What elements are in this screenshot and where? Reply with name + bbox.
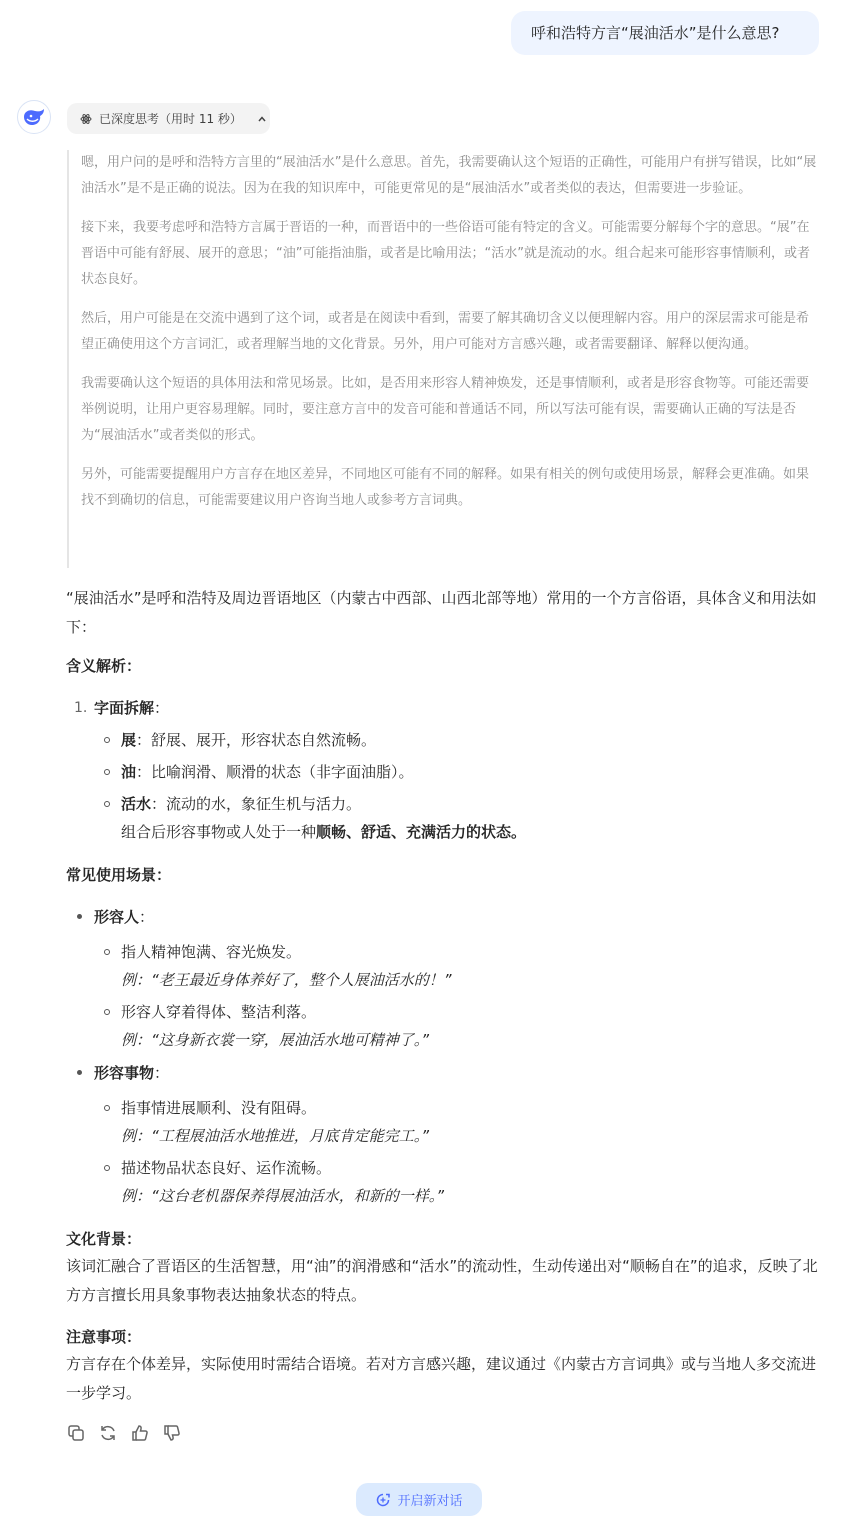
whale-logo-icon [22,107,46,127]
char-desc: ：流动的水，象征生机与活力。 [151,795,362,813]
disc-bullet [77,914,82,919]
thinking-paragraph: 接下来，我要考虑呼和浩特方言属于晋语的一种，而晋语中的一些俗语可能有特定的含义。可能需要分解每个字的意思。“展”在晋语中可能有舒展、展开的意思；“油”可能指油脂，或者是比喻用法；“活水”就是流动的水。组合起来可能形容事情顺利，或者状态良好。 [81,220,810,287]
usage-text: 指事情进展顺利、没有阻碍。 [121,1099,317,1117]
thinking-paragraph: 然后，用户可能是在交流中遇到了这个词，或者是在阅读中看到，需要了解其确切含义以便理解内容。用户的深层需求可能是希望正确使用这个方言词汇，或者理解当地的文化背景。另外，用户可能对方言感兴趣，或者需要翻译、解释以便沟通。 [81,311,810,352]
combined-prefix: 组合后形容事物或人处于一种 [121,823,317,841]
new-chat-label: 开启新对话 [397,1494,463,1509]
literal-list-item [66,695,822,721]
char-name: 油 [121,763,137,781]
user-message-bubble: 呼和浩特方言“展油活水”是什么意思? [511,11,819,55]
thinking-toggle-label: 已深度思考（用时 11 秒） [99,112,242,126]
regenerate-icon [99,1424,117,1442]
usage-item [66,938,822,994]
thinking-paragraph: 另外，可能需要提醒用户方言存在地区差异，不同地区可能有不同的解释。如果有相关的例句或使用场景，解释会更准确。如果找不到确切的信息，可能需要建议用户咨询当地人或参考方言词典。 [81,467,810,508]
copy-button[interactable] [66,1423,86,1443]
usage-example [121,966,822,994]
circle-bullet [104,737,110,743]
example-label: 例： [121,1127,152,1145]
meaning-heading: 含义解析： [66,657,142,675]
example-text: “工程展油活水地推进，月底肯定能完工。” [151,1127,430,1145]
colon: ： [154,699,170,717]
char-item [66,758,822,786]
example-text: “老王最近身体养好了，整个人展油活水的！” [151,971,452,989]
char-item [66,726,822,754]
like-button[interactable] [130,1423,150,1443]
char-name: 展 [121,731,137,749]
char-desc: ：比喻润滑、顺滑的状态（非字面油脂）。 [136,763,414,781]
disc-bullet [77,1070,82,1075]
culture-text: 该词汇融合了晋语区的生活智慧，用“油”的润滑感和“活水”的流动性，生动传递出对“顺畅自在”的追求，反映了北方方言擅长用具象事物表达抽象状态的特点。 [66,1257,818,1304]
literal-title: 字面拆解 [94,699,155,717]
usage-text: 指人精神饱满、容光焕发。 [121,943,302,961]
example-label: 例： [121,971,152,989]
usage-item [66,1094,822,1150]
char-name: 活水 [121,795,152,813]
regenerate-button[interactable] [98,1423,118,1443]
usage-heading: 常见使用场景： [66,866,172,884]
circle-bullet [104,1165,110,1171]
atom-icon [80,113,92,125]
dislike-button[interactable] [162,1423,182,1443]
combined-meaning [121,818,822,846]
assistant-answer [66,584,822,1408]
answer-intro: “展油活水”是呼和浩特及周边晋语地区（内蒙古中西部、山西北部等地）常用的一个方言俗语，具体含义和用法如下： [66,589,817,636]
circle-bullet [104,801,110,807]
new-chat-button[interactable] [356,1483,482,1516]
example-label: 例： [121,1187,152,1205]
list-number: 1. [74,700,88,716]
message-actions [66,1423,182,1443]
deep-thinking-toggle[interactable] [67,103,270,134]
usage-example [121,1122,822,1150]
people-list-item [66,904,822,930]
usage-example [121,1026,822,1054]
usage-text: 形容人穿着得体、整洁利落。 [121,1003,317,1021]
assistant-avatar [17,100,51,134]
circle-bullet [104,949,110,955]
things-title: 形容事物 [94,1064,155,1082]
thinking-content [67,150,820,568]
circle-bullet [104,769,110,775]
new-chat-icon [375,1492,391,1508]
usage-example [121,1182,822,1210]
colon: ： [139,908,155,926]
usage-text: 描述物品状态良好、运作流畅。 [121,1159,332,1177]
culture-heading: 文化背景： [66,1230,142,1248]
circle-bullet [104,1009,110,1015]
thinking-paragraph: 嗯，用户问的是呼和浩特方言里的“展油活水”是什么意思。首先，我需要确认这个短语的正确性，可能用户有拼写错误，比如“展油活水”是不是正确的说法。因为在我的知识库中，可能更常见的是“展油活水”或者类似的表达，但需要进一步验证。 [81,155,817,196]
chevron-up-icon [257,114,267,124]
usage-item [66,998,822,1054]
thinking-paragraph: 我需要确认这个短语的具体用法和常见场景。比如，是否用来形容人精神焕发，还是事情顺利，或者是形容食物等。可能还需要举例说明，让用户更容易理解。同时，要注意方言中的发音可能和普通话不同，所以写法可能有误，需要确认正确的写法是否为“展油活水”或者类似的形式。 [81,376,810,443]
notes-text: 方言存在个体差异，实际使用时需结合语境。若对方言感兴趣，建议通过《内蒙古方言词典》或与当地人多交流进一步学习。 [66,1355,817,1402]
example-text: “这身新衣裳一穿，展油活水地可精神了。” [151,1031,430,1049]
thumbs-down-icon [163,1424,181,1442]
copy-icon [67,1424,85,1442]
notes-heading: 注意事项： [66,1328,142,1346]
char-desc: ：舒展、展开，形容状态自然流畅。 [136,731,377,749]
example-label: 例： [121,1031,152,1049]
thumbs-up-icon [131,1424,149,1442]
combined-bold: 顺畅、舒适、充满活力的状态。 [316,823,527,841]
char-item [66,790,822,846]
colon: ： [154,1064,170,1082]
things-list-item [66,1060,822,1086]
example-text: “这台老机器保养得展油活水，和新的一样。” [151,1187,445,1205]
usage-item [66,1154,822,1210]
circle-bullet [104,1105,110,1111]
people-title: 形容人 [94,908,140,926]
